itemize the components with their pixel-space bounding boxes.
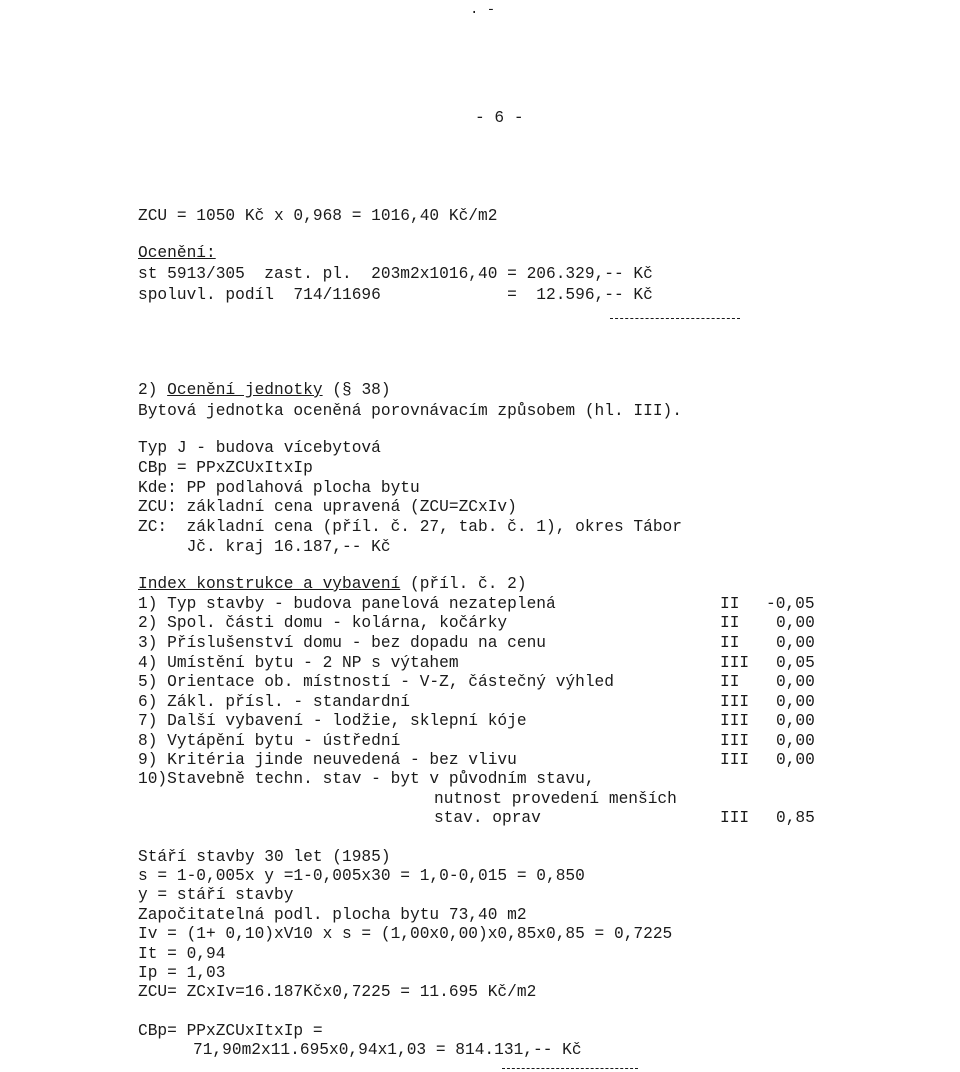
definition-line: CBp = PPxZCUxItxIp: [138, 459, 313, 477]
index-item-value: 0,05: [776, 654, 815, 672]
page-number: - 6 -: [475, 109, 524, 127]
index-item-class: II: [720, 595, 740, 613]
index-item-label: 3) Příslušenství domu - bez dopadu na cenu: [138, 634, 546, 652]
index-item-class: III: [720, 654, 750, 672]
index-item-label: 5) Orientace ob. místností - V-Z, částečný výhled: [138, 673, 614, 691]
index-item-label: 6) Zákl. přísl. - standardní: [138, 693, 410, 711]
jednotky-prefix: 2): [138, 381, 168, 399]
index-item-class: II: [720, 673, 740, 691]
index-item-label: 8) Vytápění bytu - ústřední: [138, 732, 401, 750]
final-result: 71,90m2x11.695x0,94x1,03 = 814.131,-- Kč: [193, 1041, 582, 1059]
index-item-class: III: [720, 751, 750, 769]
final-formula: CBp= PPxZCUxItxIp =: [138, 1022, 323, 1040]
calc-line: Stáří stavby 30 let (1985): [138, 848, 391, 866]
index-item-value: 0,00: [776, 634, 815, 652]
calc-line: Započitatelná podl. plocha bytu 73,40 m2: [138, 906, 527, 924]
index-item-class: III: [720, 712, 750, 730]
jednotky-line: [138, 380, 391, 400]
index-item-value: 0,00: [776, 732, 815, 750]
index-item-class: III: [720, 809, 750, 827]
total-separator: [610, 318, 740, 319]
index-item-label-continued: stav. oprav: [434, 809, 541, 827]
oceneni-row: st 5913/305 zast. pl. 203m2x1016,40 = 206.329,-- Kč: [138, 265, 653, 283]
calc-line: It = 0,94: [138, 945, 226, 963]
oceneni-row: spoluvl. podíl 714/11696 = 12.596,-- Kč: [138, 286, 653, 304]
index-heading-line: [138, 574, 527, 594]
index-item-value: 0,00: [776, 712, 815, 730]
index-item-label: 2) Spol. části domu - kolárna, kočárky: [138, 614, 508, 632]
index-item-value: 0,00: [776, 693, 815, 711]
index-item-value: -0,05: [766, 595, 815, 613]
jednotky-description: Bytová jednotka oceněná porovnávacím způsobem (hl. III).: [138, 402, 682, 420]
index-heading: Index konstrukce a vybavení: [138, 575, 401, 593]
index-item-class: II: [720, 614, 740, 632]
index-heading-suffix: (příl. č. 2): [400, 575, 527, 593]
index-item-label-continued: nutnost provedení menších: [434, 790, 677, 808]
index-item-class: II: [720, 634, 740, 652]
index-item-value: 0,85: [776, 809, 815, 827]
jednotky-heading: Ocenění jednotky: [167, 381, 323, 399]
calc-line: Iv = (1+ 0,10)xV10 x s = (1,00x0,00)x0,85x0,85 = 0,7225: [138, 925, 673, 943]
index-item-label: 1) Typ stavby - budova panelová nezateplená: [138, 595, 556, 613]
final-separator: [502, 1068, 638, 1069]
definition-line: Kde: PP podlahová plocha bytu: [138, 479, 420, 497]
index-item-label: 7) Další vybavení - lodžie, sklepní kóje: [138, 712, 527, 730]
calc-line: ZCU= ZCxIv=16.187Kčx0,7225 = 11.695 Kč/m2: [138, 983, 537, 1001]
calc-line: y = stáří stavby: [138, 886, 294, 904]
jednotky-suffix: (§ 38): [322, 381, 391, 399]
zcu-line: ZCU = 1050 Kč x 0,968 = 1016,40 Kč/m2: [138, 207, 498, 225]
definition-line: ZCU: základní cena upravená (ZCU=ZCxIv): [138, 498, 517, 516]
definition-line: Jč. kraj 16.187,-- Kč: [138, 538, 391, 556]
definition-line: Typ J - budova vícebytová: [138, 439, 381, 457]
calc-line: s = 1-0,005x y =1-0,005x30 = 1,0-0,015 = 0,850: [138, 867, 585, 885]
index-item-value: 0,00: [776, 614, 815, 632]
oceneni-heading: Ocenění:: [138, 244, 216, 262]
index-item-value: 0,00: [776, 673, 815, 691]
index-item-class: III: [720, 732, 750, 750]
index-item-value: 0,00: [776, 751, 815, 769]
definition-line: ZC: základní cena (příl. č. 27, tab. č. 1), okres Tábor: [138, 518, 682, 536]
index-item-class: III: [720, 693, 750, 711]
index-item-label: 10)Stavebně techn. stav - byt v původním stavu,: [138, 770, 595, 788]
index-item-label: 9) Kritéria jinde neuvedená - bez vlivu: [138, 751, 517, 769]
calc-line: Ip = 1,03: [138, 964, 226, 982]
top-mark: . -: [470, 2, 496, 18]
index-item-label: 4) Umístění bytu - 2 NP s výtahem: [138, 654, 459, 672]
